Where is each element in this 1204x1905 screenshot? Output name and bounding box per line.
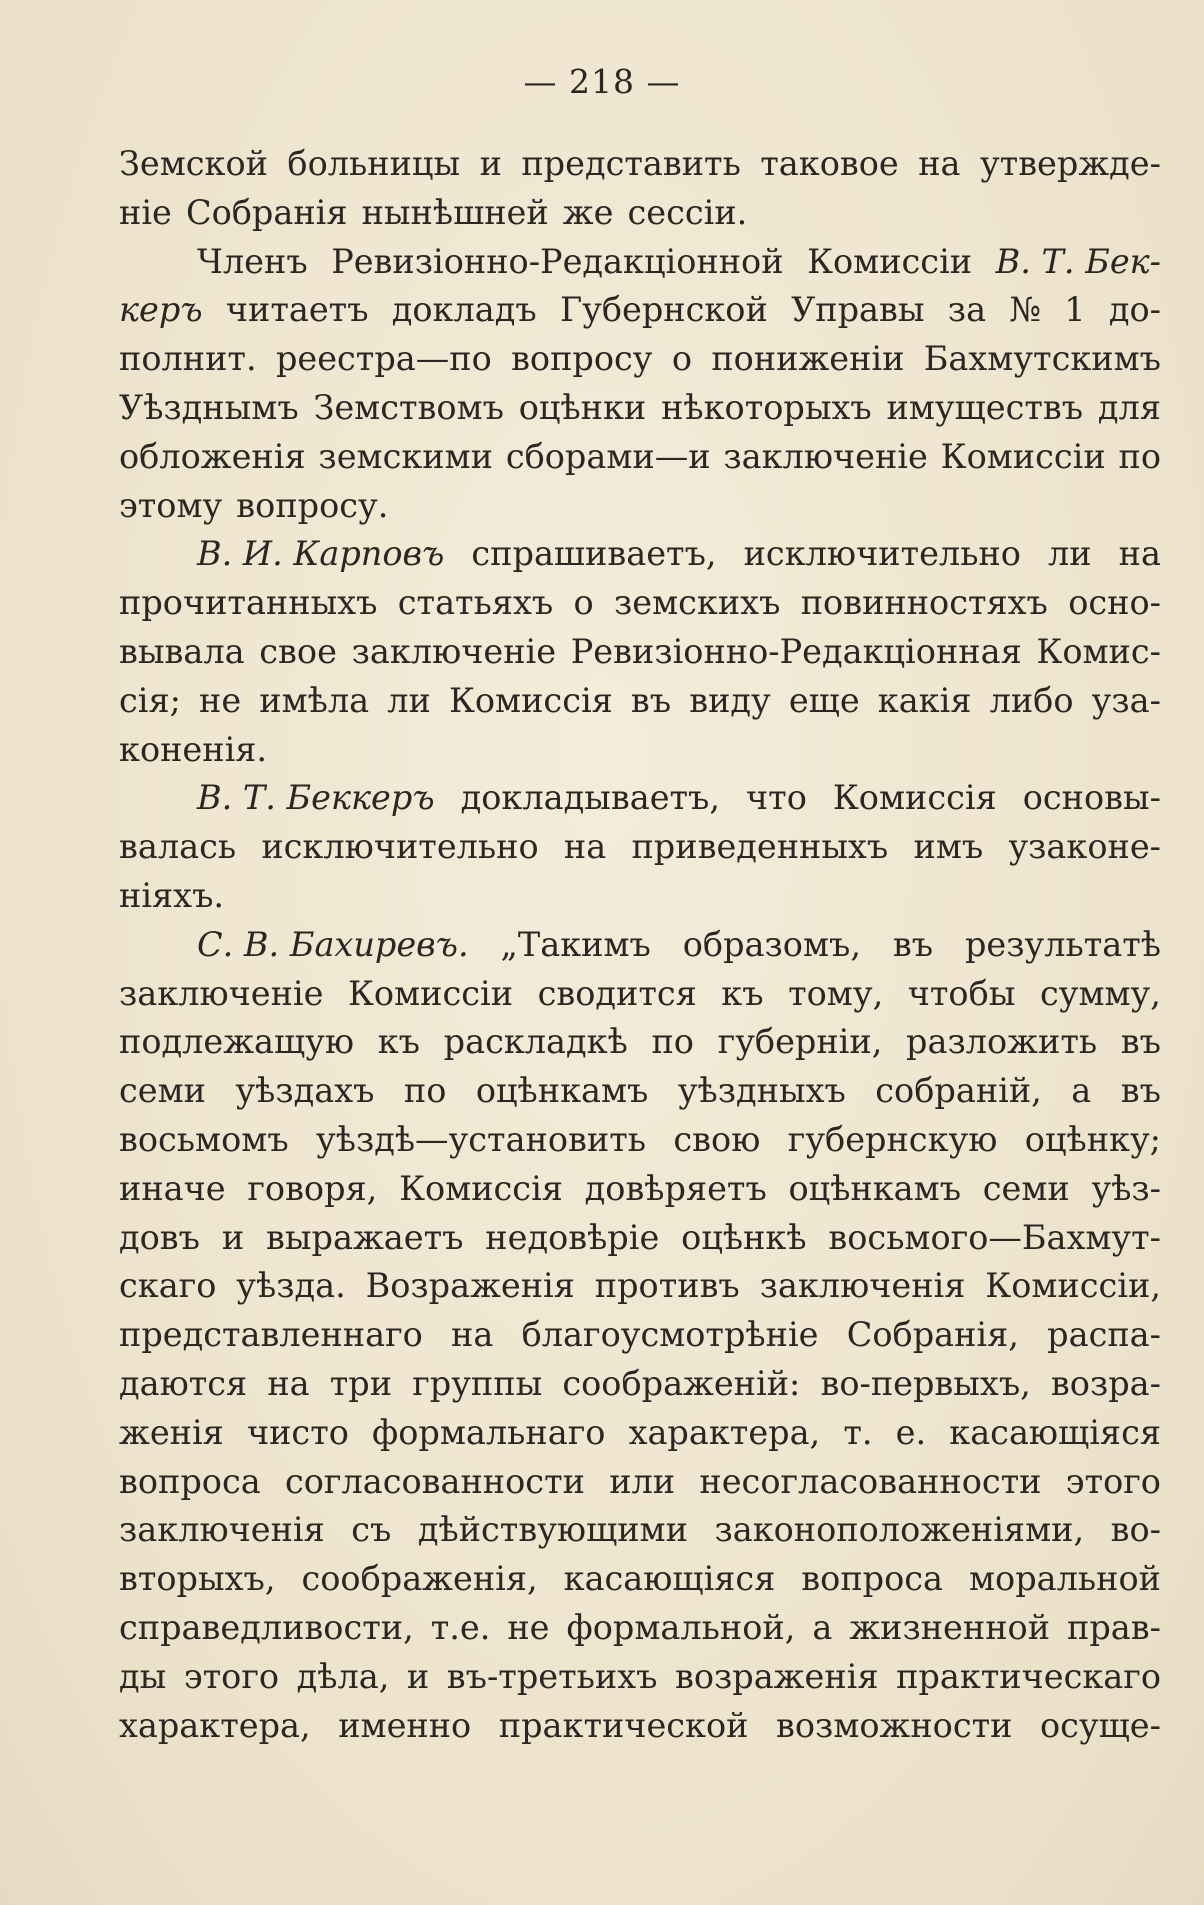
speaker-name: керъ (119, 290, 203, 330)
word: восьмого—Бахмут- (828, 1217, 1161, 1257)
word: уѣз- (1091, 1168, 1161, 1208)
word: либо (989, 680, 1074, 720)
word: подлежащую (119, 1022, 355, 1062)
speaker-name: В. Т. Беккеръ (197, 778, 435, 818)
text-line (119, 1506, 1161, 1555)
body-text (119, 140, 1161, 1750)
word: касающіяся (563, 1559, 776, 1599)
word: оцѣнкѣ (681, 1217, 807, 1257)
text-line (119, 1214, 1161, 1263)
word: моральной (968, 1559, 1161, 1599)
word: валась (119, 827, 237, 867)
word: Комиссіи (807, 241, 973, 281)
word: жизненной (849, 1607, 1051, 1647)
word: на (451, 1315, 494, 1355)
word: вывала (119, 631, 245, 671)
word: читаетъ (225, 290, 369, 330)
word: Земствомъ (313, 387, 504, 427)
word: три (329, 1363, 393, 1403)
word: и (406, 1656, 430, 1696)
word: несогласованности (699, 1461, 1042, 1501)
word: утвержде- (979, 144, 1161, 183)
word: къ (377, 1022, 420, 1062)
word: съ (351, 1510, 392, 1550)
word: обложенія (119, 436, 306, 476)
word: для (1097, 387, 1161, 427)
word: уѣздѣ—установить (316, 1119, 646, 1159)
word: соображеній: (562, 1363, 801, 1403)
word: тому, (788, 973, 884, 1013)
word: раскладкѣ (443, 1022, 628, 1062)
text-line (119, 1653, 1161, 1702)
word: т.е. (430, 1607, 491, 1647)
word: Уѣзднымъ (119, 387, 299, 427)
word: губерніи, (717, 1022, 883, 1062)
word: а (812, 1607, 833, 1647)
word: заключеніе (351, 631, 557, 671)
word: уѣздахъ (235, 1071, 375, 1111)
text-line (119, 286, 1161, 335)
word: именно (338, 1705, 472, 1745)
text-line (119, 628, 1161, 677)
word: приведенныхъ (631, 827, 889, 867)
word: пониженіи (711, 339, 905, 379)
word: имѣла (259, 680, 370, 720)
word: Ревизіонно-Редакціонной (331, 241, 784, 281)
word: довъ (119, 1217, 200, 1257)
word: по (1118, 436, 1161, 476)
speaker-name: В. Т. Бек- (995, 241, 1161, 281)
speaker-name: В. И. Карповъ (197, 534, 445, 574)
page-number: — 218 — (523, 62, 681, 101)
word: о (573, 583, 594, 623)
word: распа- (1047, 1315, 1161, 1355)
word: земскими (318, 436, 493, 476)
word: е. (895, 1412, 927, 1452)
text-line (119, 1116, 1161, 1165)
text-line (119, 1555, 1161, 1604)
word: оцѣнкамъ (475, 1071, 649, 1111)
text-line (119, 1702, 1161, 1751)
text-line (119, 433, 1161, 482)
word: ли (387, 680, 431, 720)
word: не (199, 680, 242, 720)
text-line (119, 140, 1161, 189)
word: Возраженія (365, 1266, 575, 1306)
word: касающіяся (949, 1412, 1161, 1452)
word: группы (412, 1363, 543, 1403)
word: исключительно (743, 534, 1021, 574)
word: докладываетъ, (460, 778, 721, 818)
word: Ревизіонно-Редакціонная (570, 631, 1022, 671)
word: сводится (537, 973, 697, 1013)
word: дѣла, (296, 1656, 390, 1696)
word: иначе (119, 1168, 226, 1208)
word: возможности (776, 1705, 1013, 1745)
word: о (671, 339, 692, 379)
word: губернскую (787, 1119, 998, 1159)
word: коненія. (119, 729, 268, 769)
word: въ (1120, 1022, 1161, 1062)
word: свое (259, 631, 337, 671)
text-line (119, 1409, 1161, 1458)
text-line (119, 774, 1161, 823)
word: реестра—по (275, 339, 492, 379)
word: уѣздныхъ (677, 1071, 846, 1111)
word: т. (843, 1412, 873, 1452)
word: женія (119, 1412, 224, 1452)
text-line (119, 238, 1161, 287)
word: прочитанныхъ (119, 583, 378, 623)
word: формальнаго (372, 1412, 606, 1452)
word: основы- (1022, 778, 1161, 818)
word: Комиссія (399, 1168, 563, 1208)
word: же (562, 192, 614, 232)
word: довѣряетъ (584, 1168, 767, 1208)
word: Комиссіи (348, 973, 514, 1013)
word: результатѣ (964, 924, 1161, 964)
word: а (1071, 1071, 1092, 1111)
word: семи (119, 1071, 206, 1111)
word: сессіи. (627, 192, 748, 232)
word: заключенія (119, 1510, 325, 1550)
word: Комиссія (448, 680, 613, 720)
word: прав- (1067, 1607, 1161, 1647)
word: свою (673, 1119, 761, 1159)
word: ды (119, 1656, 167, 1696)
word: благоусмотрѣніе (521, 1315, 819, 1355)
word: практической (498, 1705, 749, 1745)
word: справедливости, (119, 1607, 414, 1647)
word: вопроса (801, 1559, 944, 1599)
word: Бахмутскимъ (923, 339, 1161, 379)
word: по (651, 1022, 694, 1062)
word: дѣйствующими (417, 1510, 688, 1550)
text-line (119, 921, 1161, 970)
text-line (119, 872, 1161, 921)
word: имъ (913, 827, 984, 867)
word: нынѣшней (361, 192, 549, 232)
word: Комис- (1036, 631, 1161, 671)
text-line (119, 530, 1161, 579)
word: вторыхъ, (119, 1559, 276, 1599)
text-line (119, 1067, 1161, 1116)
word: противъ (594, 1266, 740, 1306)
word: еще (788, 680, 860, 720)
word: 1 (1064, 290, 1086, 330)
text-line (119, 189, 1161, 238)
word: ніе (119, 192, 172, 232)
text-line (119, 384, 1161, 433)
word: Комиссіи (940, 436, 1106, 476)
word: вопросу. (236, 485, 389, 525)
word: недовѣріе (485, 1217, 660, 1257)
word: вопросу (511, 339, 653, 379)
word: Собранія (185, 192, 348, 232)
word: характера, (628, 1412, 821, 1452)
text-line (119, 1458, 1161, 1507)
word: на (563, 827, 607, 867)
word: въ (630, 680, 672, 720)
word: этого (1065, 1461, 1161, 1501)
text-line (119, 677, 1161, 726)
word: ніяхъ. (119, 875, 225, 915)
word: представить (521, 144, 741, 183)
word: уза- (1091, 680, 1161, 720)
text-line (119, 1311, 1161, 1360)
text-line (119, 1018, 1161, 1067)
word: за (947, 290, 987, 330)
word: ли (1048, 534, 1092, 574)
word: во-первыхъ, (820, 1363, 1031, 1403)
word: чисто (246, 1412, 349, 1452)
word: образомъ, (682, 924, 861, 964)
word: представленнаго (119, 1315, 423, 1355)
word: возра- (1050, 1363, 1161, 1403)
word: по (403, 1071, 447, 1111)
word: узаконе- (1008, 827, 1161, 867)
word: оцѣнку; (1024, 1119, 1161, 1159)
word: законоположеніями, (714, 1510, 1085, 1550)
word: Собранія, (846, 1315, 1019, 1355)
word: сборами—и (505, 436, 711, 476)
text-line (119, 1360, 1161, 1409)
word: повинностяхъ (800, 583, 1048, 623)
word: говоря, (247, 1168, 378, 1208)
word: на (1118, 534, 1161, 574)
word: Губернской (559, 290, 768, 330)
word: докладъ (391, 290, 537, 330)
word: „Такимъ (500, 924, 651, 964)
word: что (746, 778, 807, 818)
text-line (119, 1262, 1161, 1311)
text-line (119, 726, 1161, 775)
word: этому (119, 485, 223, 525)
word: даются (119, 1363, 248, 1403)
word: имуществъ (886, 387, 1084, 427)
word: Членъ (197, 241, 308, 281)
word: какія (877, 680, 972, 720)
word: Земской (119, 144, 268, 183)
word: практическаго (896, 1656, 1161, 1696)
word: статьяхъ (397, 583, 554, 623)
word: таковое (760, 144, 899, 183)
word: заключеніе (119, 973, 324, 1013)
word: нѣкоторыхъ (661, 387, 872, 427)
word: оцѣнкамъ (788, 1168, 962, 1208)
word: въ (1120, 1071, 1161, 1111)
word: или (609, 1461, 676, 1501)
word: полнит. (119, 339, 257, 379)
text-line (119, 1165, 1161, 1214)
word: согласованности (284, 1461, 585, 1501)
word: виду (689, 680, 771, 720)
word: сія; (119, 680, 181, 720)
word: Комиссіи, (985, 1266, 1161, 1306)
word: спрашиваетъ, (471, 534, 717, 574)
word: возраженія (674, 1656, 879, 1696)
text-line (119, 823, 1161, 872)
word: оцѣнки (518, 387, 647, 427)
word: больницы (287, 144, 461, 183)
word: на (918, 144, 961, 183)
word: не (507, 1607, 550, 1647)
word: осуще- (1040, 1705, 1161, 1745)
word: сумму, (1039, 973, 1161, 1013)
word: во- (1110, 1510, 1161, 1550)
text-line (119, 482, 1161, 531)
word: № (1009, 290, 1041, 330)
word: формальной, (566, 1607, 796, 1647)
word: до- (1108, 290, 1161, 330)
text-line (119, 579, 1161, 628)
word: скаго (119, 1266, 217, 1306)
word: выражаетъ (266, 1217, 464, 1257)
text-line (119, 335, 1161, 384)
word: заключеніе (723, 436, 928, 476)
word: въ (892, 924, 934, 964)
speaker-name: С. В. Бахиревъ. (197, 924, 469, 964)
word: Управы (791, 290, 925, 330)
text-line (119, 1604, 1161, 1653)
word: собраній, (875, 1071, 1042, 1111)
word: этого (183, 1656, 280, 1696)
word: уѣзда. (236, 1266, 346, 1306)
text-line (119, 970, 1161, 1019)
word: и (479, 144, 502, 183)
word: заключенія (759, 1266, 966, 1306)
word: земскихъ (614, 583, 781, 623)
word: чтобы (907, 973, 1016, 1013)
word: соображенія, (301, 1559, 538, 1599)
word: осно- (1068, 583, 1161, 623)
word: въ-третьихъ (446, 1656, 658, 1696)
word: исключительно (261, 827, 539, 867)
word: характера, (119, 1705, 311, 1745)
word: восьмомъ (119, 1119, 289, 1159)
word: семи (982, 1168, 1070, 1208)
word: вопроса (119, 1461, 261, 1501)
word: и (221, 1217, 245, 1257)
word: на (267, 1363, 310, 1403)
word: къ (721, 973, 764, 1013)
word: разложить (906, 1022, 1098, 1062)
word: Комиссія (832, 778, 997, 818)
